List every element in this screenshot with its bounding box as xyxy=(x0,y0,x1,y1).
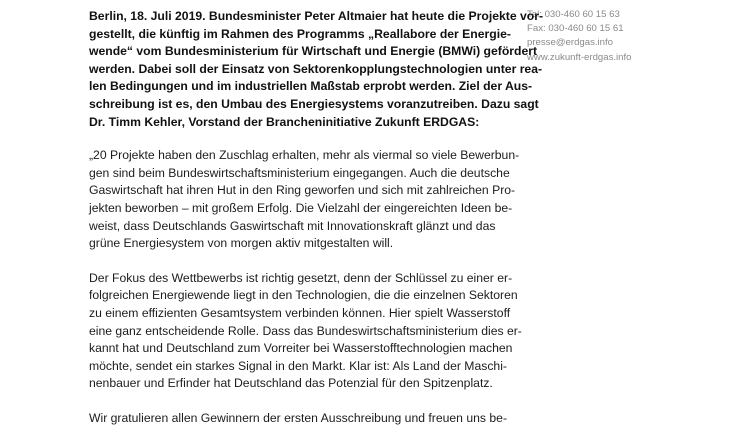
contact-website[interactable]: www.zukunft-erdgas.info xyxy=(527,51,632,63)
text-line: kannt hat und Deutschland zum Vorreiter bei Wasserstofftechnologien machen xyxy=(89,341,513,356)
lead-line: Berlin, 18. Juli 2019. Bundesminister Peter Altmaier hat heute die Projekte vor- xyxy=(89,9,544,23)
lead-line: len Bedingungen und im industriellen Maßstab erprobt werden. Ziel der Aus- xyxy=(89,79,533,94)
text-line: eine ganz entscheidende Rolle. Dass das Bundeswirtschaftsministerium dies er- xyxy=(89,323,522,338)
quote-paragraph-1 xyxy=(89,147,520,253)
press-release-body xyxy=(89,8,544,444)
lead-paragraph xyxy=(89,8,544,131)
contact-email[interactable]: presse@erdgas.info xyxy=(527,37,614,49)
contact-fax: Fax: 030-460 60 15 61 xyxy=(527,23,624,35)
lead-line: werden. Dabei soll der Einsatz von Sektorenkopplungstechnologien unter rea- xyxy=(89,61,543,76)
contact-phone: Tel: 030-460 60 15 63 xyxy=(527,9,620,20)
lead-line: gestellt, die künftig im Rahmen des Programms „Reallabore der Energie- xyxy=(89,26,511,41)
quote-paragraph-2 xyxy=(89,270,522,393)
text-line: Der Fokus des Wettbewerbs ist richtig gesetzt, denn der Schlüssel zu einer er- xyxy=(89,270,513,285)
lead-line: Dr. Timm Kehler, Vorstand der Brancheninitiative Zukunft ERDGAS: xyxy=(89,114,480,129)
text-line: grüne Energiesystem von morgen aktiv mitgestalten will. xyxy=(89,236,394,251)
text-line: gen sind beim Bundeswirtschaftsministerium eingegangen. Auch die deutsche xyxy=(89,165,510,180)
text-line: zu einem effizienten Gesamtsystem verbinden können. Hier spielt Wasserstoff xyxy=(89,305,511,320)
text-line: „20 Projekte haben den Zuschlag erhalten, mehr als viermal so viele Bewerbun- xyxy=(89,148,520,163)
text-line: Gaswirtschaft hat ihren Hut in den Ring geworfen und sich mit zahlreichen Pro- xyxy=(89,183,516,198)
lead-line: wende“ vom Bundesministerium für Wirtschaft und Energie (BMWi) gefördert xyxy=(89,44,538,59)
text-line: folgreichen Energiewende liegt in den Technologien, die die einzelnen Sektoren xyxy=(89,288,518,303)
text-line: weist, dass Deutschlands Gaswirtschaft mit Innovationskraft glänzt und das xyxy=(89,218,496,233)
text-line: möchte, sendet ein starkes Signal in den Markt. Klar ist: Als Land der Maschi- xyxy=(89,358,507,373)
text-line: nenbauer und Erfinder hat Deutschland das Potenzial für den Spitzenplatz. xyxy=(89,376,493,391)
text-line: jekten beworben – mit großem Erfolg. Die Vielzahl der eingereichten Ideen be- xyxy=(89,200,513,215)
text-line: Wir gratulieren allen Gewinnern der ersten Ausschreibung und freuen uns be- xyxy=(89,410,507,425)
lead-line: schreibung ist es, den Umbau des Energiesystems voranzutreiben. Dazu sagt xyxy=(89,96,539,111)
